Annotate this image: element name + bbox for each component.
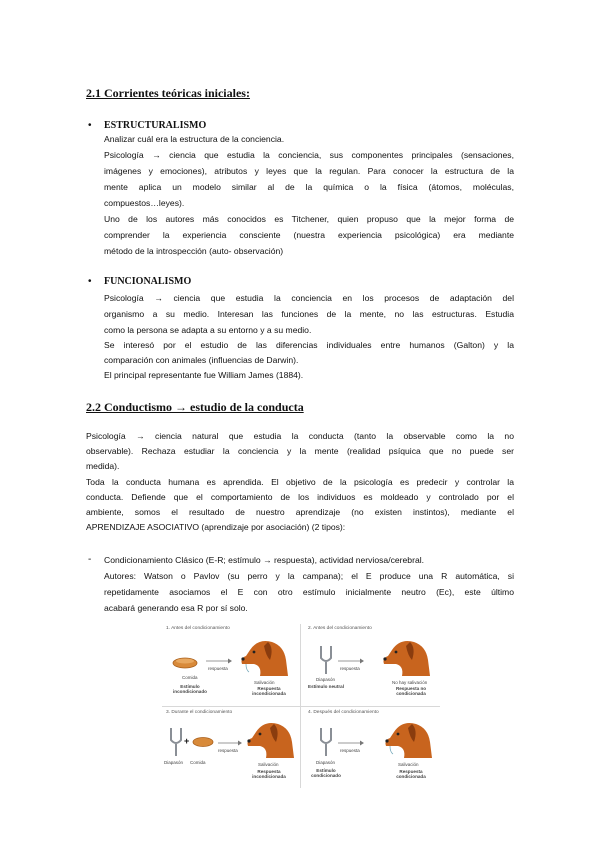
stimulus-name: Diapasón — [164, 760, 184, 765]
response-label: Respuesta incondicionada — [252, 686, 286, 696]
response-name: No hay salivación — [392, 680, 428, 685]
response-name: Salivación — [258, 762, 279, 767]
dog-icon — [246, 716, 296, 760]
response-name: Salivación — [254, 680, 275, 685]
section-heading-2-1: 2.1 Corrientes teóricas iniciales: — [86, 86, 250, 100]
paragraph-line: El principal representante fue William James (1884). — [104, 370, 304, 380]
paragraph-line: mente aplica un modelo similar al de la química o la física (átomos, moléculas, — [104, 182, 514, 192]
arrow-label: respuesta — [340, 748, 360, 753]
paragraph-line: Analizar cuál era la estructura de la conciencia. — [104, 134, 285, 144]
list-item-line: repetidamente asociamos el E con otro estímulo inicialmente neutro (Ec), este último — [104, 587, 514, 597]
figure-divider — [162, 706, 440, 707]
response-label: Respuesta no condicionada — [395, 686, 427, 696]
response-label: Respuesta incondicionada — [252, 769, 286, 779]
panel-caption: 3. Durante el condicionamiento — [166, 710, 233, 715]
paragraph-line: como la persona se adapta a su entorno y a su medio. — [104, 325, 312, 335]
bullet-icon: • — [88, 120, 92, 131]
dog-icon — [240, 634, 292, 678]
figure-panel-4 — [304, 708, 440, 788]
paragraph-line: Psicología → ciencia que estudia la conciencia en los procesos de adaptación del — [104, 293, 514, 303]
paragraph-line: Se interesó por el estudio de las diferencias individuales entre humanos (Galton) y la — [104, 340, 514, 350]
bullet-icon: • — [88, 276, 92, 287]
section-heading-2-2: 2.2 Conductismo → estudio de la conducta — [86, 400, 304, 414]
tuning-fork-icon — [318, 726, 334, 756]
stimulus-label: Estímulo incondicionado — [173, 684, 207, 694]
response-name: Salivación — [398, 762, 419, 767]
funcionalismo-title: FUNCIONALISMO — [104, 276, 192, 287]
paragraph-line: ambiente, somos el resultado de nuestro aprendizaje (no existen instintos), mediante el — [86, 507, 514, 517]
arrow-icon — [338, 740, 364, 746]
dog-icon — [384, 716, 436, 760]
paragraph-line: organismo a su medio. Interesan las funciones de la mente, no las estructuras. Estudia — [104, 309, 514, 319]
paragraph-line: conducta. Defiende que el comportamiento de los individuos es moldeado y controlado por el — [86, 492, 514, 502]
paragraph-line: imágenes y emociones), atributos y leyes que la regulan. Para conocer la estructura de la — [104, 166, 514, 176]
list-item-line: Condicionamiento Clásico (E-R; estímulo → respuesta), actividad nerviosa/cerebral. — [104, 555, 425, 565]
plus-icon: + — [184, 736, 190, 746]
paragraph-line: Uno de los autores más conocidos es Titchener, quien propuso que la mejor forma de — [104, 214, 514, 224]
paragraph-line: Psicología → ciencia que estudia la conciencia, sus componentes principales (sensaciones, — [104, 150, 514, 160]
food-bowl-icon — [172, 656, 198, 670]
paragraph-line: comparación con animales (influencias de Darwin). — [104, 355, 299, 365]
stimulus-label: Estímulo condicionado — [311, 768, 341, 778]
estructuralismo-title: ESTRUCTURALISMO — [104, 120, 207, 131]
panel-caption: 4. Después del condicionamiento — [308, 710, 379, 715]
food-bowl-icon — [192, 736, 214, 748]
response-label: Respuesta condicionada — [396, 769, 426, 779]
figure-panel-3 — [162, 708, 298, 788]
stimulus-name: Diapasón — [316, 677, 336, 682]
dash-bullet: - — [88, 554, 92, 565]
tuning-fork-icon — [318, 644, 334, 674]
figure-panel-2 — [304, 624, 440, 704]
panel-caption: 1. Antes del condicionamiento — [166, 626, 230, 631]
tuning-fork-icon — [168, 726, 184, 756]
figure-panel-1 — [162, 624, 298, 704]
dog-icon — [382, 634, 434, 678]
paragraph-line: medida). — [86, 461, 120, 471]
list-item-line: Autores: Watson o Pavlov (su perro y la campana); el E produce una R automática, si — [104, 571, 514, 581]
stimulus-name: Diapasón — [316, 760, 336, 765]
arrow-label: respuesta — [340, 666, 360, 671]
paragraph-line: Psicología → ciencia natural que estudia la conducta (tanto la observable como la no — [86, 431, 514, 441]
stimulus-name: Comida — [182, 675, 198, 680]
arrow-icon — [206, 658, 232, 664]
stimulus-label: Estímulo neutral — [308, 684, 344, 689]
paragraph-line: observable). Rechaza estudiar la conciencia y la mente (realidad psíquica que no puede ser — [86, 446, 514, 456]
arrow-icon — [338, 658, 364, 664]
paragraph-line: APRENDIZAJE ASOCIATIVO (aprendizaje por asociación) (2 tipos): — [86, 522, 346, 532]
paragraph-line: comprender la experiencia consciente (nuestra experiencia psicológica) era mediante — [104, 230, 514, 240]
arrow-label: respuesta — [218, 748, 238, 753]
list-item-line: acabará generando esa R por sí solo. — [104, 603, 248, 613]
arrow-label: respuesta — [208, 666, 228, 671]
pavlov-conditioning-figure — [162, 624, 440, 788]
paragraph-line: compuestos…leyes). — [104, 198, 185, 208]
arrow-icon — [218, 740, 242, 746]
paragraph-line: Toda la conducta humana es aprendida. El objetivo de la psicología es predecir y controlar la — [86, 477, 514, 487]
paragraph-line: método de la introspección (auto- observación) — [104, 246, 284, 256]
stimulus-name: Comida — [190, 760, 206, 765]
panel-caption: 2. Antes del condicionamiento — [308, 626, 372, 631]
